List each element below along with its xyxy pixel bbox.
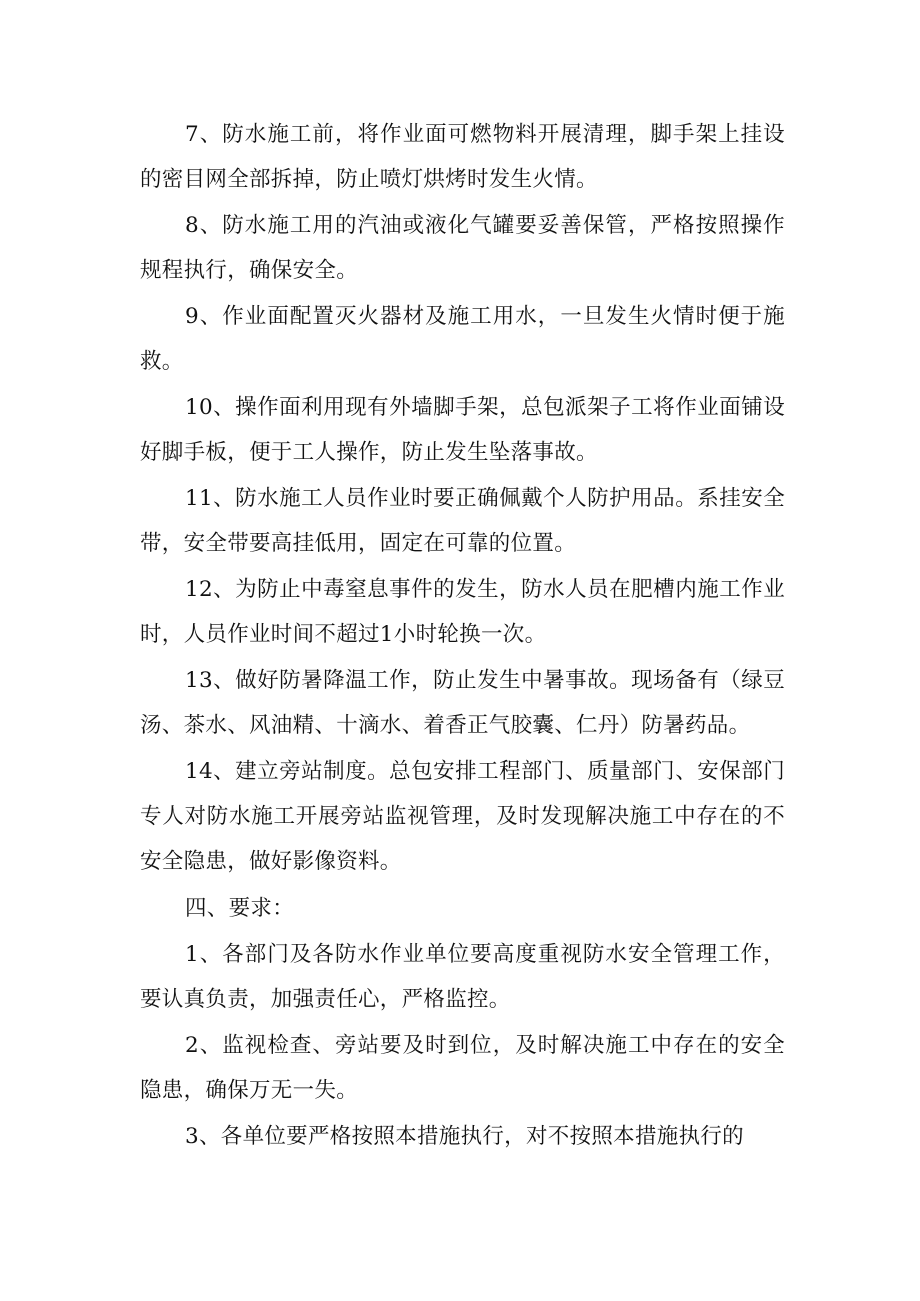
paragraph-item-11: 11、防水施工人员作业时要正确佩戴个人防护用品。系挂安全带，安全带要高挂低用，固定在可靠的位置。 bbox=[140, 486, 785, 556]
paragraph-item-8: 8、防水施工用的汽油或液化气罐要妥善保管，严格按照操作规程执行，确保安全。 bbox=[140, 213, 785, 283]
requirement-item-1: 1、各部门及各防水作业单位要高度重视防水安全管理工作，要认真负责，加强责任心，严格监控。 bbox=[140, 942, 785, 1012]
section-heading-requirements: 四、要求： bbox=[185, 896, 295, 921]
paragraph-item-7: 7、防水施工前，将作业面可燃物料开展清理，脚手架上挂设的密目网全部拆掉，防止喷灯烘烤时发生火情。 bbox=[140, 122, 785, 192]
paragraph-item-9: 9、作业面配置灭火器材及施工用水，一旦发生火情时便于施救。 bbox=[140, 304, 785, 374]
paragraph-item-13: 13、做好防暑降温工作，防止发生中暑事故。现场备有（绿豆汤、茶水、风油精、十滴水、着香正气胶囊、仁丹）防暑药品。 bbox=[140, 668, 785, 738]
paragraph-item-12: 12、为防止中毒窒息事件的发生，防水人员在肥槽内施工作业时，人员作业时间不超过1小时轮换一次。 bbox=[140, 577, 785, 647]
paragraph-item-10: 10、操作面利用现有外墙脚手架，总包派架子工将作业面铺设好脚手板，便于工人操作，防止发生坠落事故。 bbox=[140, 395, 785, 465]
requirement-item-3: 3、各单位要严格按照本措施执行，对不按照本措施执行的 bbox=[185, 1124, 744, 1149]
paragraph-item-14: 14、建立旁站制度。总包安排工程部门、质量部门、安保部门专人对防水施工开展旁站监视管理，及时发现解决施工中存在的不安全隐患，做好影像资料。 bbox=[140, 759, 785, 874]
requirement-item-2: 2、监视检查、旁站要及时到位，及时解决施工中存在的安全隐患，确保万无一失。 bbox=[140, 1033, 785, 1103]
